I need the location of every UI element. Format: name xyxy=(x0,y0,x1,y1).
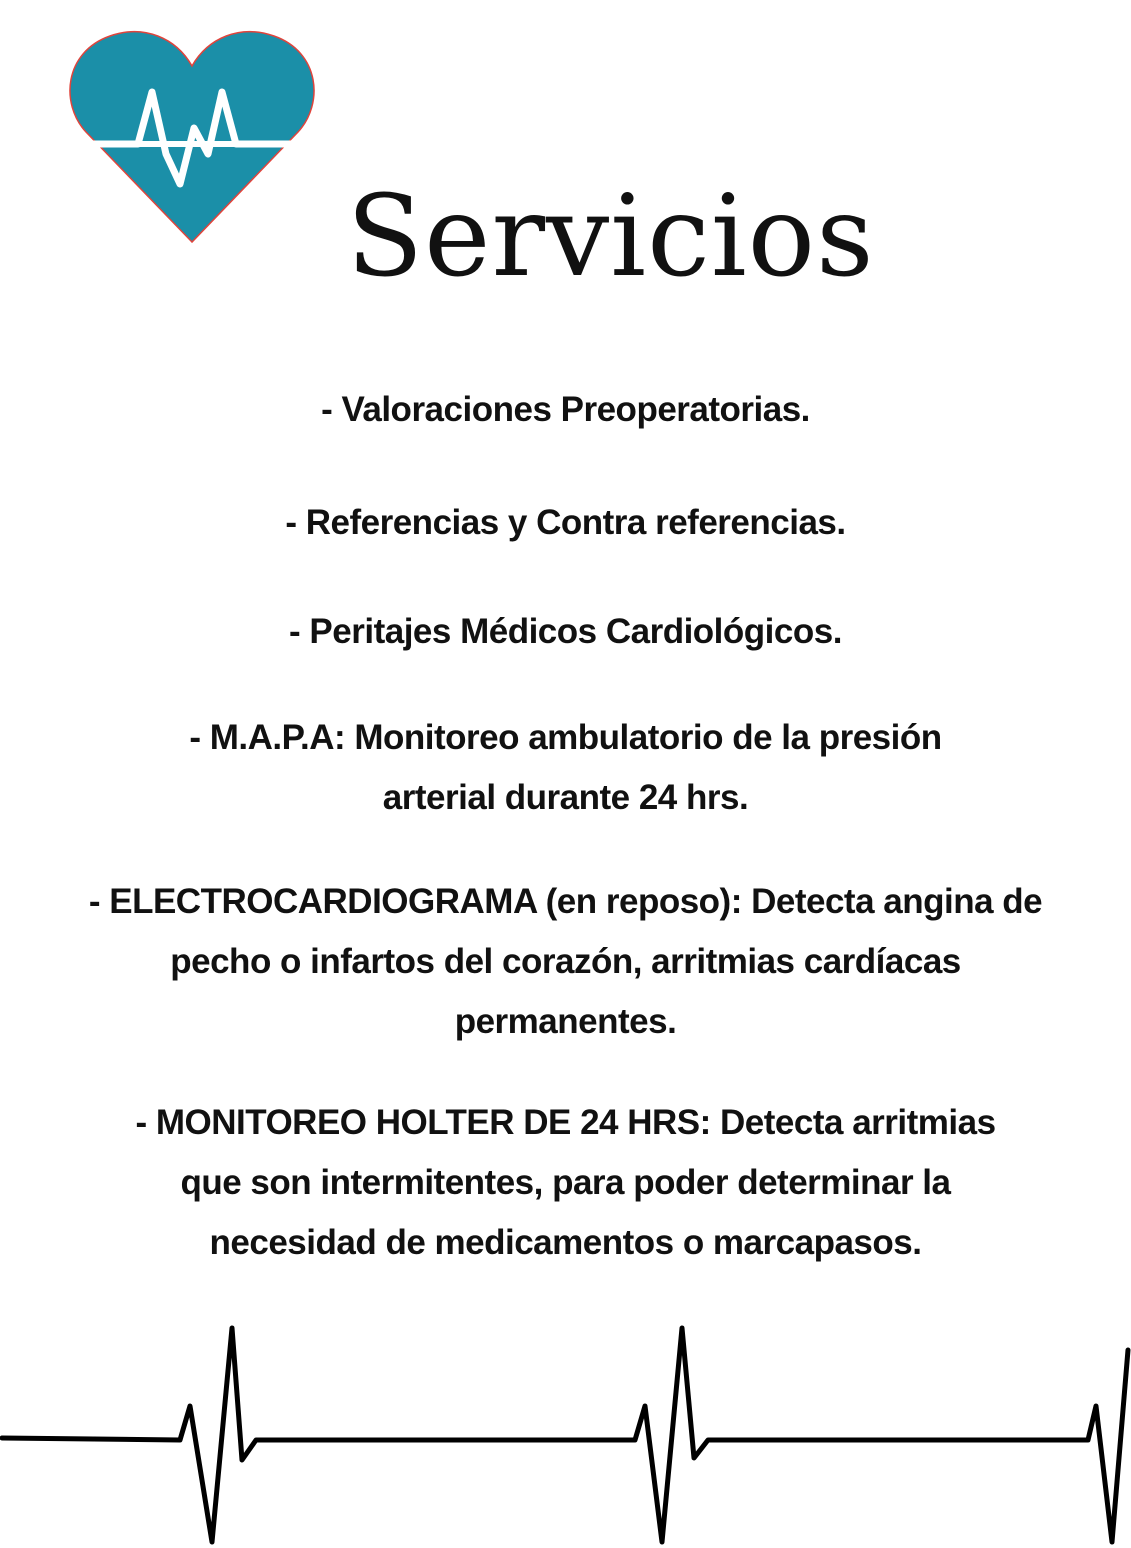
service-line: pecho o infartos del corazón, arritmias cardíacas xyxy=(170,942,961,981)
service-line: permanentes. xyxy=(454,1002,677,1041)
ecg-heartbeat-line-icon xyxy=(0,1310,1131,1548)
service-item-mapa xyxy=(0,708,1131,828)
service-line: necesidad de medicamentos o marcapasos. xyxy=(209,1223,922,1262)
service-line: - MONITOREO HOLTER DE 24 HRS: Detecta arritmias xyxy=(135,1103,996,1142)
service-item-referencias xyxy=(0,493,1131,553)
service-line: - M.A.P.A: Monitoreo ambulatorio de la presión xyxy=(189,718,942,757)
service-line: que son intermitentes, para poder determinar la xyxy=(180,1163,951,1202)
service-line: - ELECTROCARDIOGRAMA (en reposo): Detecta angina de xyxy=(88,882,1043,921)
service-item-peritajes xyxy=(0,602,1131,662)
ecg-trace xyxy=(2,1328,1128,1542)
service-item-electrocardiograma xyxy=(0,872,1131,1052)
service-item-holter xyxy=(0,1093,1131,1273)
service-line: - Referencias y Contra referencias. xyxy=(285,503,846,542)
service-item-valoraciones xyxy=(0,380,1131,440)
service-line: - Peritajes Médicos Cardiológicos. xyxy=(289,612,842,651)
page-title: Servicios xyxy=(346,172,875,302)
service-line: - Valoraciones Preoperatorias. xyxy=(321,390,810,429)
service-line: arterial durante 24 hrs. xyxy=(382,778,749,817)
